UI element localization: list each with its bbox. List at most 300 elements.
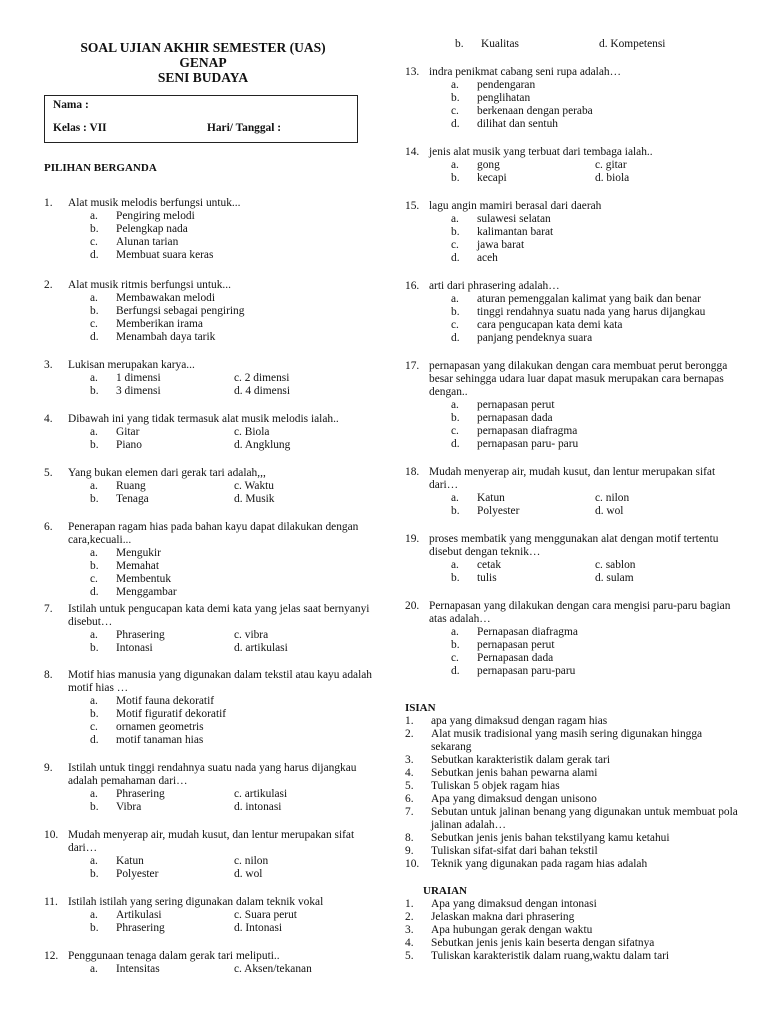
option-text: Intonasi <box>116 642 153 654</box>
option-text: aceh <box>477 252 498 264</box>
question-stem <box>44 603 374 629</box>
answer-option[interactable] <box>44 292 374 305</box>
question-stem <box>44 762 374 788</box>
answer-option[interactable] <box>405 79 745 92</box>
question-text: indra penikmat cabang seni rupa adalah… <box>429 66 621 78</box>
option-letter: a. <box>90 788 98 800</box>
item-number: 4. <box>405 937 414 949</box>
option-text-right: c. Biola <box>234 426 270 438</box>
question-stem <box>44 896 374 909</box>
question-text: Istilah untuk tinggi rendahnya suatu nada yang harus dijangkau adalah pemahaman dari… <box>68 762 357 787</box>
option-letter: a. <box>451 79 459 91</box>
question-text: Lukisan merupakan karya... <box>68 359 195 371</box>
kelas-label: Kelas : VII <box>53 122 107 134</box>
option-text: Berfungsi sebagai pengiring <box>116 305 245 317</box>
option-text: pernapasan dada <box>477 412 553 424</box>
option-text: Memahat <box>116 560 160 572</box>
answer-option[interactable] <box>405 92 745 105</box>
option-letter: b. <box>90 801 99 813</box>
option-letter: c. <box>451 425 459 437</box>
option-text-right: d. intonasi <box>234 801 282 813</box>
question-text: Alat musik melodis berfungsi untuk... <box>68 197 241 209</box>
item-number: 9. <box>405 845 414 857</box>
option-letter: d. <box>90 331 99 343</box>
option-text-right: d. Intonasi <box>234 922 283 934</box>
answer-option[interactable] <box>44 385 374 398</box>
option-text-right: c. nilon <box>595 492 630 504</box>
option-text: Pengiring melodi <box>116 210 195 222</box>
option-text-right: d. artikulasi <box>234 642 288 654</box>
item-number: 6. <box>405 793 414 805</box>
section-pilihan-berganda: PILIHAN BERGANDA <box>44 162 157 174</box>
question-number: 10. <box>44 829 59 841</box>
question-text: jenis alat musik yang terbuat dari tembaga ialah.. <box>429 146 653 158</box>
option-letter: d. <box>90 249 99 261</box>
section-uraian: URAIAN <box>423 885 467 897</box>
question-text: Penggunaan tenaga dalam gerak tari meliputi.. <box>68 950 280 962</box>
question-stem <box>44 359 374 372</box>
question-number: 13. <box>405 66 420 78</box>
answer-option[interactable] <box>405 438 745 451</box>
option-text: Motif fauna dekoratif <box>116 695 215 707</box>
question-2 <box>44 279 374 344</box>
item-number: 1. <box>405 715 414 727</box>
option-text: jawa barat <box>477 239 525 251</box>
option-text: Membentuk <box>116 573 172 585</box>
option-text: gong <box>477 159 500 171</box>
isian-item <box>405 806 745 832</box>
option-letter: b. <box>90 493 99 505</box>
option-letter: b. <box>90 385 99 397</box>
question-12 <box>44 950 374 976</box>
option-text: Memberikan irama <box>116 318 203 330</box>
answer-option[interactable] <box>405 172 745 185</box>
answer-option[interactable] <box>405 639 745 652</box>
question-stem <box>405 146 745 159</box>
option-letter: a. <box>90 629 98 641</box>
option-text-right: d. biola <box>595 172 630 184</box>
answer-option[interactable] <box>405 252 745 265</box>
question-14 <box>405 146 745 185</box>
option-text: Phrasering <box>116 922 165 934</box>
option-text: ornamen geometris <box>116 721 204 733</box>
option-text: Pernapasan dada <box>477 652 554 664</box>
option-text-right: c. vibra <box>234 629 269 641</box>
option-text: Artikulasi <box>116 909 162 921</box>
question-text: Motif hias manusia yang digunakan dalam tekstil atau kayu adalah motif hias … <box>68 669 372 694</box>
answer-option[interactable] <box>44 249 374 262</box>
option-letter: b. <box>451 226 460 238</box>
option-text-right: d. wol <box>234 868 263 880</box>
option-text: Motif figuratif dekoratif <box>116 708 227 720</box>
uraian-list <box>405 898 745 963</box>
option-text: Kualitas <box>481 38 519 50</box>
answer-option[interactable] <box>44 909 374 922</box>
question-stem <box>44 467 374 480</box>
question-number: 6. <box>44 521 53 533</box>
question-text: Mudah menyerap air, mudah kusut, dan lentur merupakan sifat dari… <box>429 466 716 491</box>
item-text: Tuliskan 5 objek ragam hias <box>431 780 560 792</box>
option-text: Intensitas <box>116 963 160 975</box>
answer-option[interactable] <box>405 399 745 412</box>
option-letter: d. <box>451 438 460 450</box>
isian-item <box>405 728 745 754</box>
answer-option[interactable] <box>44 855 374 868</box>
option-text: Pernapasan diafragma <box>477 626 578 638</box>
option-text-right: c. Aksen/tekanan <box>234 963 312 975</box>
option-letter: c. <box>90 721 98 733</box>
option-letter: b. <box>451 92 460 104</box>
answer-option[interactable] <box>44 331 374 344</box>
question-text: Istilah istilah yang sering digunakan dalam teknik vokal <box>68 896 324 908</box>
answer-option[interactable] <box>405 412 745 425</box>
question-number: 4. <box>44 413 53 425</box>
question-number: 11. <box>44 896 58 908</box>
question-16 <box>405 280 745 345</box>
question-text: Yang bukan elemen dari gerak tari adalah,,, <box>68 467 266 479</box>
option-letter: a. <box>90 372 98 384</box>
option-letter: a. <box>90 963 98 975</box>
question-stem <box>405 66 745 79</box>
question-text: arti dari phrasering adalah… <box>429 280 560 292</box>
answer-option[interactable] <box>405 213 745 226</box>
option-text: Mengukir <box>116 547 161 559</box>
question-text: lagu angin mamiri berasal dari daerah <box>429 200 602 212</box>
option-text-right: d. Musik <box>234 493 275 505</box>
option-text-right: c. Waktu <box>234 480 274 492</box>
option-text-right: d. Angklung <box>234 439 291 451</box>
option-text: pernapasan diafragma <box>477 425 578 437</box>
option-letter: a. <box>90 855 98 867</box>
question-18 <box>405 466 745 518</box>
answer-option[interactable] <box>44 547 374 560</box>
isian-item <box>405 780 745 793</box>
question-3 <box>44 359 374 398</box>
item-number: 2. <box>405 911 414 923</box>
question-stem <box>405 466 745 492</box>
header-line2: GENAP <box>179 55 227 70</box>
question-stem <box>44 279 374 292</box>
option-letter: b. <box>90 868 99 880</box>
isian-item <box>405 715 745 728</box>
option-letter: d. <box>451 118 460 130</box>
answer-option[interactable] <box>405 652 745 665</box>
option-letter: c. <box>90 318 98 330</box>
answer-option[interactable] <box>44 721 374 734</box>
answer-option[interactable] <box>44 305 374 318</box>
option-text: Polyester <box>116 868 159 880</box>
question-5 <box>44 467 374 506</box>
option-text: pernapasan perut <box>477 399 555 411</box>
question-number: 3. <box>44 359 53 371</box>
answer-option[interactable] <box>44 236 374 249</box>
option-text: Menggambar <box>116 586 177 598</box>
question-number: 18. <box>405 466 420 478</box>
option-text-right: d. sulam <box>595 572 634 584</box>
question-stem <box>405 600 745 626</box>
isian-item <box>405 845 745 858</box>
answer-option[interactable] <box>44 868 374 881</box>
option-letter: c. <box>451 239 459 251</box>
option-text: dilihat dan sentuh <box>477 118 558 130</box>
option-letter: a. <box>90 909 98 921</box>
answer-option[interactable] <box>44 318 374 331</box>
option-letter: d. <box>451 332 460 344</box>
answer-option[interactable] <box>405 118 745 131</box>
item-number: 3. <box>405 754 414 766</box>
question-text: Istilah untuk pengucapan kata demi kata yang jelas saat bernyanyi disebut… <box>68 603 370 628</box>
option-text: pendengaran <box>477 79 536 91</box>
question-stem <box>405 533 745 559</box>
option-text: pernapasan perut <box>477 639 555 651</box>
answer-option[interactable] <box>405 665 745 678</box>
answer-option[interactable] <box>44 493 374 506</box>
isian-item <box>405 832 745 845</box>
option-text-right: c. Suara perut <box>234 909 297 921</box>
option-text: panjang pendeknya suara <box>477 332 593 344</box>
answer-option[interactable] <box>405 492 745 505</box>
option-text: 3 dimensi <box>116 385 161 397</box>
question-stem <box>405 200 745 213</box>
answer-option[interactable] <box>405 105 745 118</box>
option-letter: c. <box>90 236 98 248</box>
question-7 <box>44 603 374 655</box>
exam-header <box>44 0 362 85</box>
option-letter: d. <box>451 665 460 677</box>
option-letter: b. <box>90 560 99 572</box>
option-text: Membawakan melodi <box>116 292 216 304</box>
isian-list <box>405 715 745 871</box>
question-stem <box>44 521 374 547</box>
question-number: 5. <box>44 467 53 479</box>
answer-option[interactable] <box>405 159 745 172</box>
option-letter: b. <box>90 305 99 317</box>
question-8 <box>44 669 374 747</box>
option-text: aturan pemenggalan kalimat yang baik dan benar <box>477 293 701 305</box>
answer-option[interactable] <box>405 319 745 332</box>
uraian-item <box>405 950 745 963</box>
section-isian: ISIAN <box>405 702 436 714</box>
question-text: Mudah menyerap air, mudah kusut, dan lentur merupakan sifat dari… <box>68 829 355 854</box>
question-19 <box>405 533 745 585</box>
answer-option[interactable] <box>44 922 374 935</box>
answer-option[interactable] <box>44 426 374 439</box>
option-text-right: d. Kompetensi <box>599 38 666 50</box>
answer-option[interactable] <box>44 642 374 655</box>
item-number: 7. <box>405 806 414 818</box>
item-text: Alat musik tradisional yang masih sering digunakan hingga sekarang <box>431 728 703 753</box>
option-text: cara pengucapan kata demi kata <box>477 319 623 331</box>
option-text: cetak <box>477 559 502 571</box>
option-text-right: d. wol <box>595 505 624 517</box>
option-text: Katun <box>477 492 505 504</box>
answer-option[interactable] <box>44 963 374 976</box>
option-text-right: c. artikulasi <box>234 788 288 800</box>
isian-item <box>405 754 745 767</box>
header-line3: SENI BUDAYA <box>157 70 249 85</box>
question-13 <box>405 66 745 131</box>
option-letter: a. <box>451 293 459 305</box>
option-text: 1 dimensi <box>116 372 161 384</box>
option-letter: b. <box>90 642 99 654</box>
question-stem <box>405 360 745 399</box>
answer-option[interactable] <box>405 559 745 572</box>
question-number: 12. <box>44 950 59 962</box>
question-text: proses membatik yang menggunakan alat dengan motif tertentu disebut dengan teknik… <box>429 533 719 558</box>
option-text: tinggi rendahnya suatu nada yang harus dijangkau <box>477 306 706 318</box>
option-text: tulis <box>477 572 497 584</box>
option-letter: d. <box>90 734 99 746</box>
option-letter: c. <box>451 319 459 331</box>
option-text: Ruang <box>116 480 146 492</box>
question-number: 2. <box>44 279 53 291</box>
option-text: pernapasan paru-paru <box>477 665 576 677</box>
question-number: 16. <box>405 280 420 292</box>
answer-option[interactable] <box>405 425 745 438</box>
question-number: 17. <box>405 360 420 372</box>
option-text: kalimantan barat <box>477 226 554 238</box>
option-letter: a. <box>90 210 98 222</box>
question-15 <box>405 200 745 265</box>
option-letter: a. <box>90 695 98 707</box>
question-text: Penerapan ragam hias pada bahan kayu dapat dilakukan dengan cara,kecuali... <box>68 521 359 546</box>
option-text: Phrasering <box>116 788 165 800</box>
item-number: 2. <box>405 728 414 740</box>
answer-option[interactable] <box>44 372 374 385</box>
answer-option[interactable] <box>405 293 745 306</box>
option-text: Tenaga <box>116 493 149 505</box>
option-text: sulawesi selatan <box>477 213 551 225</box>
question-stem <box>44 950 374 963</box>
option-text: Gitar <box>116 426 140 438</box>
option-text: penglihatan <box>477 92 531 104</box>
right-column <box>405 0 745 963</box>
option-letter: c. <box>90 573 98 585</box>
option-text: Katun <box>116 855 144 867</box>
answer-option[interactable] <box>44 439 374 452</box>
answer-option[interactable] <box>44 734 374 747</box>
option-letter: b. <box>451 172 460 184</box>
answer-option[interactable] <box>44 586 374 599</box>
question-stem <box>44 829 374 855</box>
option-letter: b. <box>90 922 99 934</box>
option-text: Pelengkap nada <box>116 223 188 235</box>
question-stem <box>44 197 374 210</box>
question-1 <box>44 197 374 262</box>
option-letter: d. <box>90 586 99 598</box>
option-letter: a. <box>451 492 459 504</box>
item-text: apa yang dimaksud dengan ragam hias <box>431 715 608 727</box>
answer-option[interactable] <box>405 38 745 51</box>
option-letter: d. <box>451 252 460 264</box>
option-letter: a. <box>90 292 98 304</box>
option-text: berkenaan dengan peraba <box>477 105 593 117</box>
left-column <box>44 0 374 976</box>
answer-option[interactable] <box>405 626 745 639</box>
question-stem <box>44 669 374 695</box>
option-letter: a. <box>451 159 459 171</box>
uraian-item <box>405 898 745 911</box>
question-20 <box>405 600 745 678</box>
item-text: Sebutkan jenis bahan pewarna alami <box>431 767 598 779</box>
item-number: 1. <box>405 898 414 910</box>
option-letter: a. <box>451 626 459 638</box>
question-11 <box>44 896 374 935</box>
isian-item <box>405 767 745 780</box>
answer-option[interactable] <box>405 572 745 585</box>
answer-option[interactable] <box>405 306 745 319</box>
answer-option[interactable] <box>44 573 374 586</box>
option-letter: b. <box>90 439 99 451</box>
option-letter: c. <box>451 652 459 664</box>
option-letter: b. <box>451 306 460 318</box>
option-text: Alunan tarian <box>116 236 179 248</box>
header-line1: SOAL UJIAN AKHIR SEMESTER (UAS) <box>80 40 326 55</box>
answer-option[interactable] <box>405 239 745 252</box>
option-text-right: d. 4 dimensi <box>234 385 291 397</box>
item-text: Tuliskan sifat-sifat dari bahan tekstil <box>431 845 598 857</box>
option-text: kecapi <box>477 172 507 184</box>
question-number: 8. <box>44 669 53 681</box>
answer-option[interactable] <box>44 210 374 223</box>
option-text-right: c. 2 dimensi <box>234 372 290 384</box>
question-17 <box>405 360 745 451</box>
answer-option[interactable] <box>44 695 374 708</box>
answer-option[interactable] <box>44 801 374 814</box>
question-text: Alat musik ritmis berfungsi untuk... <box>68 279 231 291</box>
answer-option[interactable] <box>405 332 745 345</box>
item-text: Sebutan untuk jalinan benang yang digunakan untuk membuat pola jalinan adalah… <box>431 806 738 831</box>
option-text: Polyester <box>477 505 520 517</box>
answer-option[interactable] <box>44 480 374 493</box>
option-letter: a. <box>90 426 98 438</box>
question-10 <box>44 829 374 881</box>
option-letter: a. <box>451 399 459 411</box>
option-letter: a. <box>451 213 459 225</box>
answer-option[interactable] <box>405 226 745 239</box>
option-letter: b. <box>451 572 460 584</box>
item-number: 5. <box>405 780 414 792</box>
answer-option[interactable] <box>44 708 374 721</box>
option-text: Vibra <box>116 801 142 813</box>
answer-option[interactable] <box>44 629 374 642</box>
option-letter: b. <box>455 38 464 50</box>
question-number: 9. <box>44 762 53 774</box>
nama-label: Nama : <box>53 99 89 111</box>
option-text-right: c. sablon <box>595 559 636 571</box>
question-text: pernapasan yang dilakukan dengan cara membuat perut berongga besar sehingga udara luar dapat masuk merupakan cara bernapas dengan.. <box>429 360 728 398</box>
option-letter: c. <box>451 105 459 117</box>
question-stem <box>44 413 374 426</box>
item-number: 3. <box>405 924 414 936</box>
item-number: 5. <box>405 950 414 962</box>
question-number: 14. <box>405 146 420 158</box>
hari-tanggal-label: Hari/ Tanggal : <box>207 122 282 134</box>
answer-option[interactable] <box>405 505 745 518</box>
answer-option[interactable] <box>44 560 374 573</box>
question-4 <box>44 413 374 452</box>
option-letter: a. <box>90 480 98 492</box>
item-number: 4. <box>405 767 414 779</box>
option-letter: b. <box>451 639 460 651</box>
option-letter: b. <box>90 708 99 720</box>
answer-option[interactable] <box>44 788 374 801</box>
option-text-right: c. nilon <box>234 855 269 867</box>
answer-option[interactable] <box>44 223 374 236</box>
item-number: 10. <box>405 858 420 870</box>
item-text: Sebutkan karakteristik dalam gerak tari <box>431 754 611 766</box>
isian-item <box>405 793 745 806</box>
